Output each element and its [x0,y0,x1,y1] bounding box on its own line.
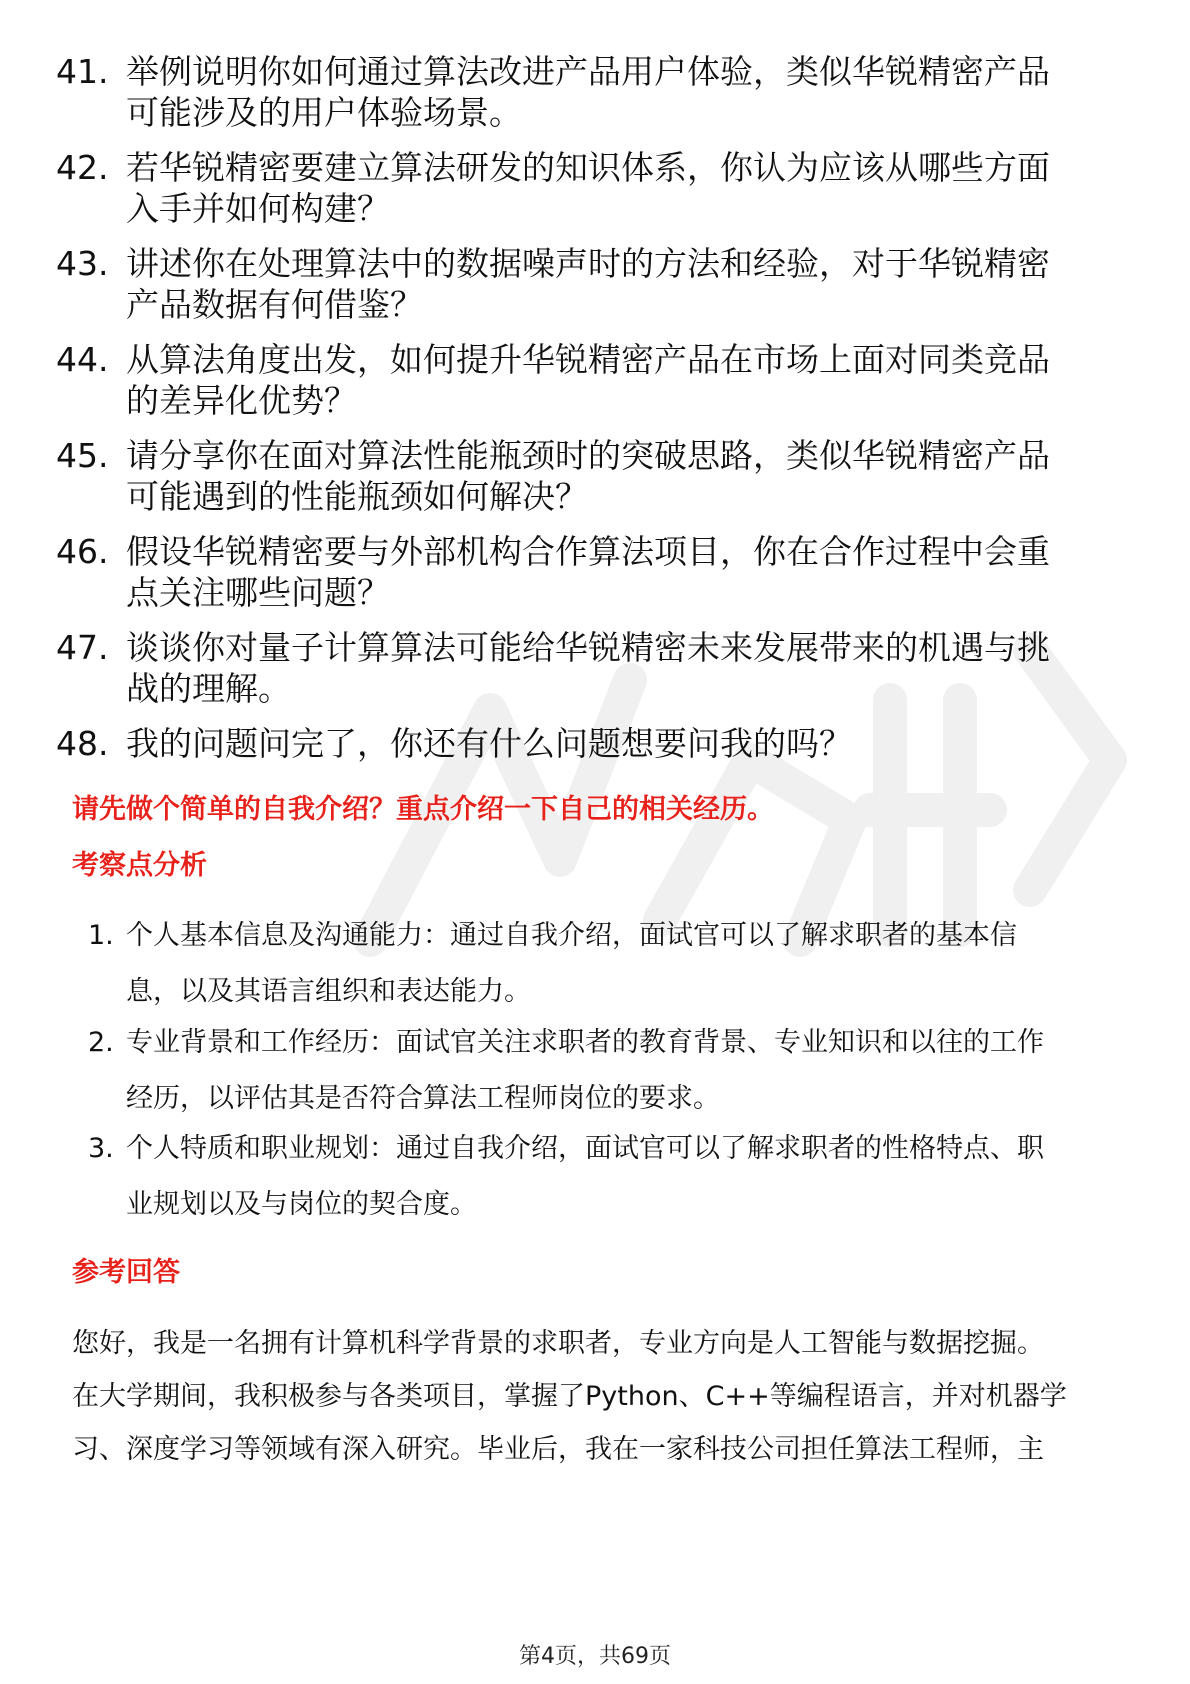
section-question-heading: 请先做个简单的自我介绍？重点介绍一下自己的相关经历。 [72,794,774,825]
question-text-line1: 请分享你在面对算法性能瓶颈时的突破思路，类似华锐精密产品 [126,436,1050,475]
question-text-line2: 的差异化优势？ [126,381,357,420]
question-text-line2: 产品数据有何借鉴？ [126,285,423,324]
analysis-text-line1: 专业背景和工作经历：面试官关注求职者的教育背景、专业知识和以往的工作 [126,1027,1044,1058]
question-text-line1: 我的问题问完了，你还有什么问题想要问我的吗？ [126,724,852,763]
analysis-number: 3. [88,1133,114,1164]
question-text-line1: 讲述你在处理算法中的数据噪声时的方法和经验，对于华锐精密 [126,244,1050,283]
question-text-line1: 从算法角度出发，如何提升华锐精密产品在市场上面对同类竞品 [126,340,1050,379]
question-number: 47. [56,628,109,667]
question-text-line2: 点关注哪些问题？ [126,573,390,612]
question-number: 42. [56,148,109,187]
analysis-text-line2: 经历，以评估其是否符合算法工程师岗位的要求。 [126,1083,720,1114]
page-number-footer: 第4页，共69页 [519,1644,671,1669]
answer-line: 在大学期间，我积极参与各类项目，掌握了Python、C++等编程语言，并对机器学 [72,1381,1067,1412]
analysis-number: 2. [88,1027,114,1058]
question-number: 44. [56,340,109,379]
analysis-text-line2: 业规划以及与岗位的契合度。 [126,1189,477,1220]
question-text-line2: 战的理解。 [126,669,291,708]
question-number: 48. [56,724,109,763]
analysis-number: 1. [88,920,114,951]
question-text-line1: 若华锐精密要建立算法研发的知识体系，你认为应该从哪些方面 [126,148,1050,187]
question-text-line1: 举例说明你如何通过算法改进产品用户体验，类似华锐精密产品 [126,52,1050,91]
watermark-logo [330,560,1150,980]
analysis-heading: 考察点分析 [72,850,207,881]
analysis-text-line1: 个人特质和职业规划：通过自我介绍，面试官可以了解求职者的性格特点、职 [126,1133,1044,1164]
answer-line: 习、深度学习等领域有深入研究。毕业后，我在一家科技公司担任算法工程师，主 [72,1434,1044,1465]
analysis-text-line2: 息，以及其语言组织和表达能力。 [126,976,531,1007]
question-text-line2: 可能涉及的用户体验场景。 [126,93,522,132]
reference-answer-heading: 参考回答 [72,1257,180,1288]
question-text-line1: 谈谈你对量子计算算法可能给华锐精密未来发展带来的机遇与挑 [126,628,1050,667]
question-text-line1: 假设华锐精密要与外部机构合作算法项目，你在合作过程中会重 [126,532,1050,571]
question-number: 43. [56,244,109,283]
question-number: 46. [56,532,109,571]
question-number: 41. [56,52,109,91]
analysis-text-line1: 个人基本信息及沟通能力：通过自我介绍，面试官可以了解求职者的基本信 [126,920,1017,951]
question-number: 45. [56,436,109,475]
question-text-line2: 可能遇到的性能瓶颈如何解决？ [126,477,588,516]
answer-line: 您好，我是一名拥有计算机科学背景的求职者，专业方向是人工智能与数据挖掘。 [72,1328,1044,1359]
question-text-line2: 入手并如何构建？ [126,189,390,228]
